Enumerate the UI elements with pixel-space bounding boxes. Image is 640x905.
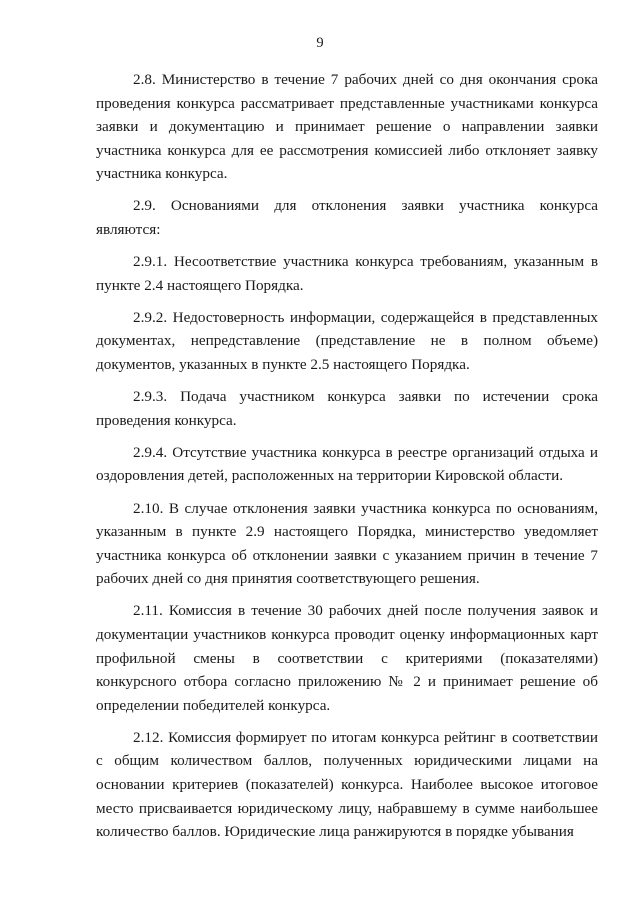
paragraph-2-9-1: 2.9.1. Несоответствие участника конкурса требованиям, указанным в пункте 2.4 настоящего Порядка. (96, 253, 598, 294)
paragraph-2-9: 2.9. Основаниями для отклонения заявки участника конкурса являются: (96, 197, 598, 239)
page-number: 9 (316, 35, 324, 51)
paragraph-2-9-2: 2.9.2. Недостоверность информации, содержащейся в представленных документах, непредставление (представление не в полном объеме) документов, указанных в пункте 2.5 настоящего Порядка. (96, 308, 598, 374)
paragraph-2-10: 2.10. В случае отклонения заявки участника конкурса по основаниям, указанным в пункте 2.9 настоящего Порядка, министерство уведомляет участника конкурса об отклонении заявки с указанием причин в течение 7 рабочих дней со дня принятия соответствующего решения. (96, 499, 598, 588)
paragraph-2-12: 2.12. Комиссия формирует по итогам конкурса рейтинг в соответствии с общим количеством баллов, полученных юридическими лицами на основании критериев (показателей) конкурса. Наиболее высокое итоговое место присваивается юридическому лицу, набравшему в сумме наибольшее количество баллов. Юридические лица ранжируются в порядке убывания (96, 728, 598, 841)
paragraph-2-8: 2.8. Министерство в течение 7 рабочих дней со дня окончания срока проведения конкурса рассматривает представленные участниками конкурса заявки и документацию и принимает решение о направлении заявки участника конкурса для ее рассмотрения комиссией либо отклоняет заявку участника конкурса. (96, 71, 598, 183)
paragraph-2-11: 2.11. Комиссия в течение 30 рабочих дней после получения заявок и документации участников конкурса проводит оценку информационных карт профильной смены в соответствии с критериями (показателями) конкурсного отбора согласно приложению № 2 и принимает решение об определении победителей конкурса. (96, 602, 598, 714)
paragraph-2-9-3: 2.9.3. Подача участником конкурса заявки по истечении срока проведения конкурса. (96, 388, 598, 429)
document-body (96, 68, 598, 852)
paragraph-2-9-4: 2.9.4. Отсутствие участника конкурса в реестре организаций отдыха и оздоровления детей, расположенных на территории Кировской области. (96, 443, 598, 485)
